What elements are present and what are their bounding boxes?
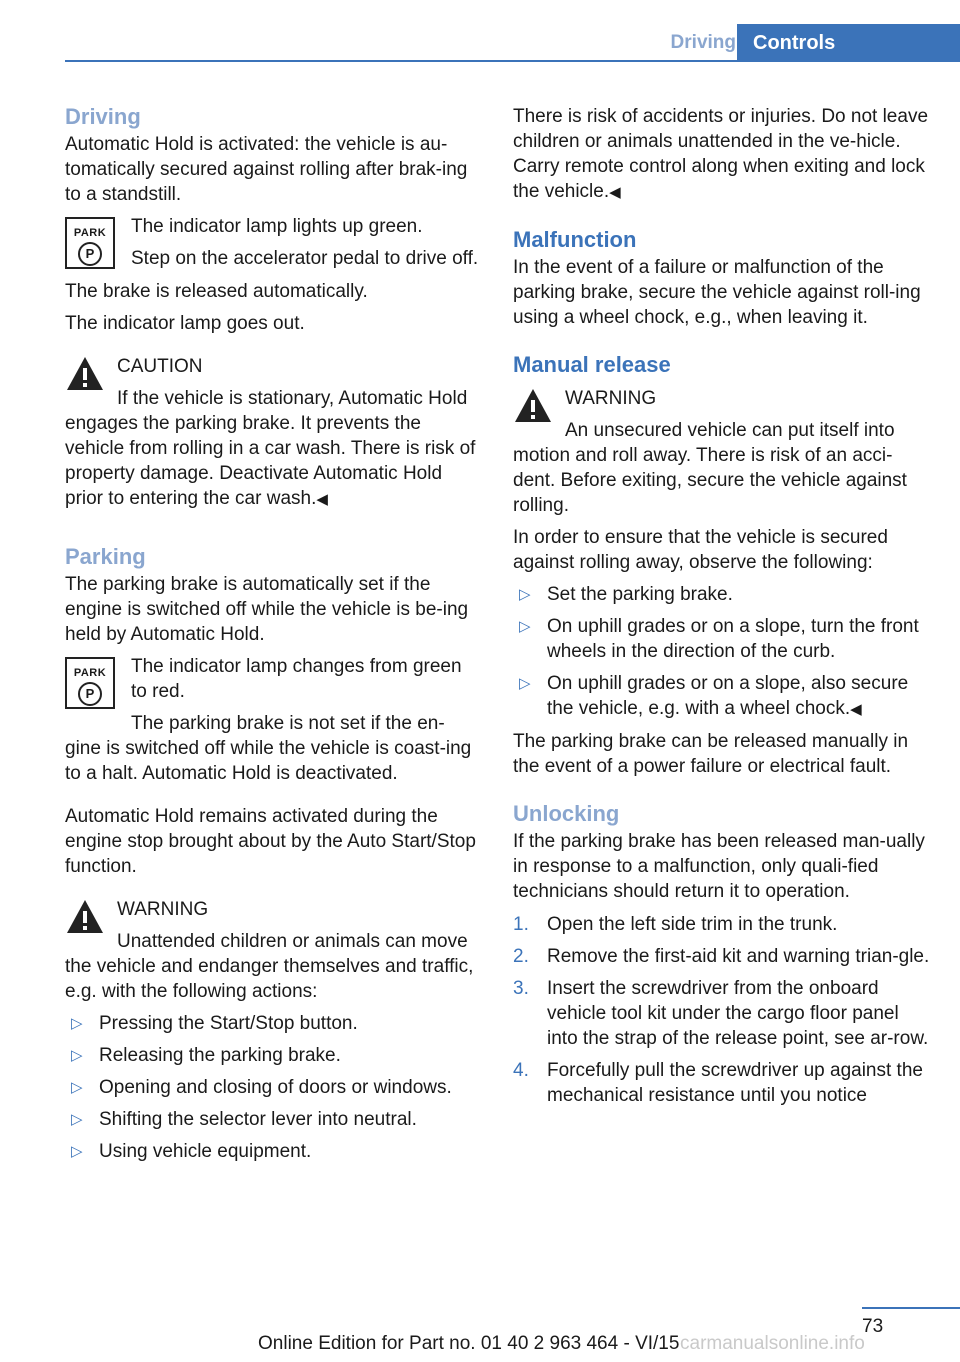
unlocking-text: If the parking brake has been released man-ually in response to a malfunction, only quali-fied technicians should return it to operation. [513, 831, 925, 902]
indicator-block-green [65, 214, 480, 272]
risk-text: There is risk of accidents or injuries. Do not leave children or animals unattended in the ve-hicle. Carry remote control along when exiting and lock the vehicle.◀ [513, 106, 929, 202]
park-brake-icon [65, 217, 115, 269]
ensure-text: In order to ensure that the vehicle is secured against rolling away, observe the following: [513, 527, 888, 573]
warning-title: WARNING [117, 899, 209, 920]
list-item: ▷ Releasing the parking brake. [71, 1045, 341, 1066]
header-rule [65, 60, 960, 62]
lamp-change-text: The indicator lamp changes from green to red. [131, 656, 462, 702]
lamp-green-text: The indicator lamp lights up green. [131, 216, 423, 237]
warning-block-unsecured [513, 386, 933, 518]
watermark: carmanualsonline.info [680, 1333, 865, 1354]
caution-text: If the vehicle is stationary, Automatic Hold engages the parking brake. It prevents the vehicle from rolling in a car wash. There is risk of property damage. Deactivate Automatic Hold prior to entering the car wash. [65, 388, 476, 509]
end-mark: ◀ [316, 491, 328, 508]
lamp-out-text: The indicator lamp goes out. [65, 313, 305, 334]
parking-intro: The parking brake is automatically set if the engine is switched off while the vehicle is be-ing held by Automatic Hold. [65, 574, 469, 645]
park-icon-symbol: P [78, 682, 102, 706]
caution-title: CAUTION [117, 356, 203, 377]
secure-list [513, 582, 933, 722]
list-item: ▷ On uphill grades or on a slope, also secure the vehicle, e.g. with a wheel chock.◀ [519, 673, 909, 719]
caution-block [65, 354, 480, 512]
footer-rule [862, 1307, 960, 1309]
edition-footer: Online Edition for Part no. 01 40 2 963 464 - VI/15 [258, 1333, 680, 1354]
park-icon-label: PARK [73, 227, 107, 239]
bullet-arrow-icon: ▷ [519, 586, 531, 603]
warning-block-children [65, 897, 480, 1004]
heading-parking: Parking [65, 544, 146, 569]
driving-intro: Automatic Hold is activated: the vehicle is au-tomatically secured against rolling after brak-ing to a standstill. [65, 134, 468, 205]
heading-unlocking: Unlocking [513, 801, 620, 826]
step-item: 1. Open the left side trim in the trunk. [513, 914, 838, 935]
step-on-text: Step on the accelerator pedal to drive off. [131, 248, 479, 269]
end-mark: ◀ [609, 184, 621, 201]
bullet-arrow-icon: ▷ [71, 1047, 83, 1064]
left-column [65, 98, 480, 1171]
warning-triangle-icon [65, 354, 105, 394]
released-text: The brake is released automatically. [65, 281, 368, 302]
warning-text: An unsecured vehicle can put itself into motion and roll away. There is risk of an acci-dent. Before exiting, secure the vehicle against rolling. [513, 420, 907, 516]
step-item: 4. Forcefully pull the screwdriver up against the mechanical resistance until you notice [513, 1060, 923, 1106]
end-mark: ◀ [850, 701, 862, 718]
action-list [65, 1011, 480, 1164]
bullet-arrow-icon: ▷ [519, 675, 531, 692]
park-icon-label: PARK [73, 667, 107, 679]
bullet-arrow-icon: ▷ [71, 1015, 83, 1032]
warning-title: WARNING [565, 388, 657, 409]
bullet-arrow-icon: ▷ [71, 1111, 83, 1128]
list-item: ▷ Opening and closing of doors or windows. [71, 1077, 452, 1098]
list-item: ▷ Pressing the Start/Stop button. [71, 1013, 358, 1034]
heading-driving: Driving [65, 104, 141, 129]
warning-triangle-icon [65, 897, 105, 937]
bullet-arrow-icon: ▷ [519, 618, 531, 635]
step-item: 2. Remove the first-aid kit and warning trian-gle. [513, 946, 930, 967]
not-set-text: The parking brake is not set if the en-gine is switched off while the vehicle is coast-ing to a halt. Automatic Hold is deactivated. [65, 713, 472, 784]
park-brake-icon [65, 657, 115, 709]
malfunction-text: In the event of a failure or malfunction of the parking brake, secure the vehicle against roll-ing using a wheel chock, e.g., when leaving it. [513, 257, 921, 328]
bullet-arrow-icon: ▷ [71, 1079, 83, 1096]
power-failure-text: The parking brake can be released manually in the event of a power failure or electrical fault. [513, 731, 909, 777]
list-item: ▷ Shifting the selector lever into neutral. [71, 1109, 417, 1130]
chapter-tab: Controls [737, 24, 960, 62]
section-tab: Driving [670, 32, 736, 53]
unlock-steps [513, 912, 933, 1108]
bullet-arrow-icon: ▷ [71, 1143, 83, 1160]
indicator-block-red [65, 654, 480, 786]
heading-malfunction: Malfunction [513, 227, 637, 252]
warning-triangle-icon [513, 386, 553, 426]
warning-text: Unattended children or animals can move the vehicle and endanger themselves and traffic, e.g. with the following actions: [65, 931, 474, 1002]
list-item: ▷ On uphill grades or on a slope, turn the front wheels in the direction of the curb. [519, 616, 919, 662]
step-item: 3. Insert the screwdriver from the onboard vehicle tool kit under the cargo floor panel into the strap of the release point, see ar-row. [513, 978, 929, 1049]
list-item: ▷ Set the parking brake. [519, 584, 733, 605]
list-item: ▷ Using vehicle equipment. [71, 1141, 312, 1162]
remains-text: Automatic Hold remains activated during the engine stop brought about by the Auto Start/Stop function. [65, 806, 476, 877]
park-icon-symbol: P [78, 242, 102, 266]
right-column [513, 104, 933, 1115]
heading-manual-release: Manual release [513, 352, 671, 377]
page-number: 73 [862, 1316, 884, 1337]
